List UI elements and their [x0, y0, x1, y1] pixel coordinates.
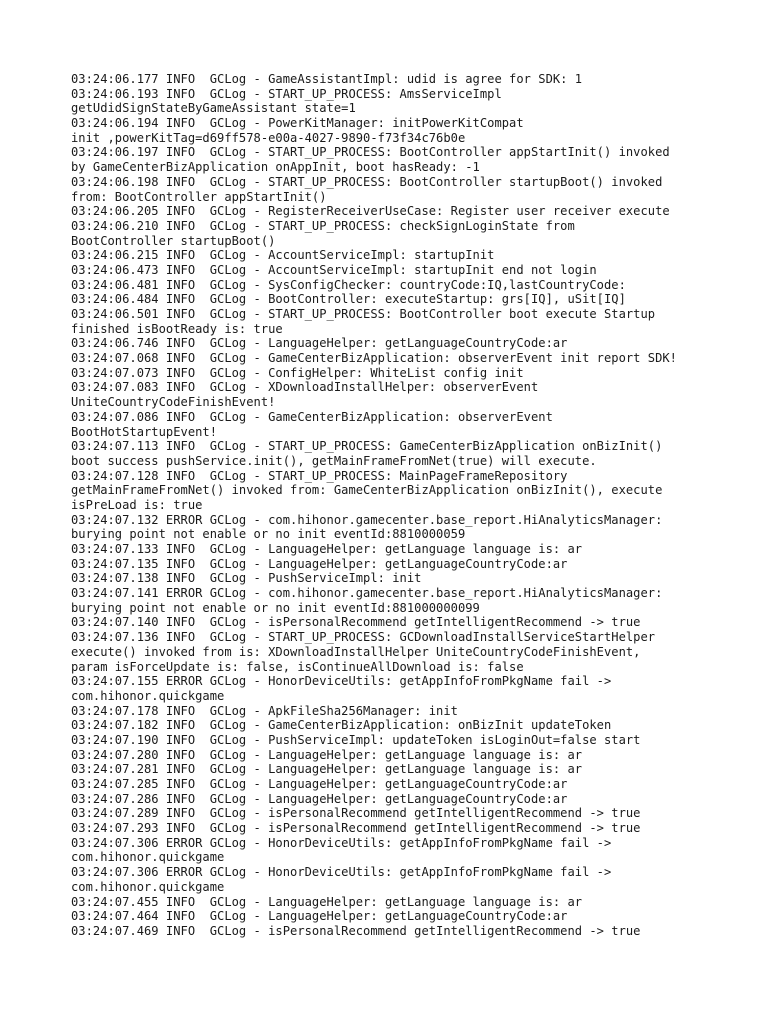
log-line: 03:24:07.136 INFO GCLog - START_UP_PROCESS: GCDownloadInstallServiceStartHelper [71, 630, 656, 645]
log-line: execute() invoked from is: XDownloadInstallHelper UniteCountryCodeFinishEvent, [71, 644, 641, 659]
log-line: 03:24:07.280 INFO GCLog - LanguageHelper: getLanguage language is: ar [71, 747, 583, 762]
log-line: com.hihonor.quickgame [71, 879, 225, 894]
log-line: 03:24:07.281 INFO GCLog - LanguageHelper: getLanguage language is: ar [71, 762, 583, 777]
log-line: 03:24:06.215 INFO GCLog - AccountServiceImpl: startupInit [71, 248, 495, 263]
log-line: 03:24:07.285 INFO GCLog - LanguageHelper: getLanguageCountryCode:ar [71, 777, 568, 791]
log-line: 03:24:07.073 INFO GCLog - ConfigHelper: WhiteList config init [71, 365, 524, 380]
log-line: from: BootController appStartInit() [71, 189, 327, 204]
log-line: 03:24:06.501 INFO GCLog - START_UP_PROCESS: BootController boot execute Startup [71, 307, 656, 321]
log-line: 03:24:06.193 INFO GCLog - START_UP_PROCESS: AmsServiceImpl [71, 86, 502, 101]
log-line: isPreLoad is: true [71, 497, 203, 512]
log-line: getUdidSignStateByGameAssistant state=1 [71, 101, 356, 116]
log-line: 03:24:07.306 ERROR GCLog - HonorDeviceUtils: getAppInfoFromPkgName fail -> [71, 835, 612, 850]
log-line: 03:24:06.177 INFO GCLog - GameAssistantImpl: udid is agree for SDK: 1 [71, 72, 583, 86]
log-line: 03:24:07.132 ERROR GCLog - com.hihonor.gamecenter.base_report.HiAnalyticsManager: [71, 512, 663, 527]
log-line: 03:24:07.286 INFO GCLog - LanguageHelper: getLanguageCountryCode:ar [71, 791, 568, 806]
log-line: com.hihonor.quickgame [71, 688, 225, 703]
log-line: 03:24:07.083 INFO GCLog - XDownloadInstallHelper: observerEvent [71, 380, 539, 395]
log-line: 03:24:07.133 INFO GCLog - LanguageHelper: getLanguage language is: ar [71, 542, 583, 556]
log-line: 03:24:07.455 INFO GCLog - LanguageHelper: getLanguage language is: ar [71, 894, 583, 909]
log-line: 03:24:07.190 INFO GCLog - PushServiceImpl: updateToken isLoginOut=false start [71, 732, 641, 747]
log-line: 03:24:07.178 INFO GCLog - ApkFileSha256Manager: init [71, 703, 458, 718]
log-line: 03:24:06.210 INFO GCLog - START_UP_PROCESS: checkSignLoginState from [71, 218, 575, 233]
log-line: 03:24:07.469 INFO GCLog - isPersonalRecommend getIntelligentRecommend -> true [71, 923, 641, 938]
log-line: 03:24:07.128 INFO GCLog - START_UP_PROCESS: MainPageFrameRepository [71, 468, 568, 483]
log-line: 03:24:07.068 INFO GCLog - GameCenterBizApplication: observerEvent init report SDK! [71, 351, 677, 366]
log-line: 03:24:07.135 INFO GCLog - LanguageHelper: getLanguageCountryCode:ar [71, 556, 568, 571]
log-line: by GameCenterBizApplication onAppInit, boot hasReady: -1 [71, 160, 480, 175]
log-line: 03:24:06.198 INFO GCLog - START_UP_PROCESS: BootController startupBoot() invoked [71, 174, 663, 189]
log-line: burying point not enable or no init eventId:8810000059 [71, 527, 466, 542]
log-line: getMainFrameFromNet() invoked from: GameCenterBizApplication onBizInit(), execute [71, 483, 663, 498]
log-line: BootController startupBoot() [71, 233, 276, 248]
log-line: finished isBootReady is: true [71, 321, 283, 336]
log-line: boot success pushService.init(), getMainFrameFromNet(true) will execute. [71, 453, 597, 468]
log-line: 03:24:07.140 INFO GCLog - isPersonalRecommend getIntelligentRecommend -> true [71, 615, 641, 630]
log-line: UniteCountryCodeFinishEvent! [71, 395, 276, 410]
log-line: 03:24:06.484 INFO GCLog - BootController: executeStartup: grs[IQ], uSit[IQ] [71, 292, 626, 307]
log-line: 03:24:07.464 INFO GCLog - LanguageHelper: getLanguageCountryCode:ar [71, 909, 568, 924]
log-line: 03:24:06.746 INFO GCLog - LanguageHelper: getLanguageCountryCode:ar [71, 336, 568, 351]
log-line: 03:24:06.473 INFO GCLog - AccountServiceImpl: startupInit end not login [71, 262, 597, 277]
log-line: 03:24:07.113 INFO GCLog - START_UP_PROCESS: GameCenterBizApplication onBizInit() [71, 439, 663, 454]
log-line: 03:24:07.138 INFO GCLog - PushServiceImpl: init [71, 571, 422, 586]
log-line: 03:24:06.194 INFO GCLog - PowerKitManager: initPowerKitCompat [71, 116, 524, 131]
log-line: 03:24:06.205 INFO GCLog - RegisterReceiverUseCase: Register user receiver execute [71, 204, 670, 219]
log-text-block [71, 72, 761, 939]
log-line: init ,powerKitTag=d69ff578-e00a-4027-9890-f73f34c76b0e [71, 130, 466, 145]
log-line: BootHotStartupEvent! [71, 424, 218, 439]
log-line: 03:24:07.306 ERROR GCLog - HonorDeviceUtils: getAppInfoFromPkgName fail -> [71, 865, 612, 880]
log-line: burying point not enable or no init eventId:881000000099 [71, 600, 480, 615]
log-line: 03:24:07.141 ERROR GCLog - com.hihonor.gamecenter.base_report.HiAnalyticsManager: [71, 586, 663, 601]
log-line: 03:24:06.481 INFO GCLog - SysConfigChecker: countryCode:IQ,lastCountryCode: [71, 277, 626, 292]
log-line: com.hihonor.quickgame [71, 850, 225, 865]
log-line: 03:24:07.182 INFO GCLog - GameCenterBizApplication: onBizInit updateToken [71, 718, 612, 733]
log-line: param isForceUpdate is: false, isContinueAllDownload is: false [71, 659, 524, 674]
log-line: 03:24:07.289 INFO GCLog - isPersonalRecommend getIntelligentRecommend -> true [71, 806, 641, 821]
log-line: 03:24:07.155 ERROR GCLog - HonorDeviceUtils: getAppInfoFromPkgName fail -> [71, 674, 612, 689]
log-line: 03:24:07.293 INFO GCLog - isPersonalRecommend getIntelligentRecommend -> true [71, 821, 641, 836]
log-line: 03:24:06.197 INFO GCLog - START_UP_PROCESS: BootController appStartInit() invoked [71, 145, 670, 160]
log-line: 03:24:07.086 INFO GCLog - GameCenterBizApplication: observerEvent [71, 409, 553, 424]
